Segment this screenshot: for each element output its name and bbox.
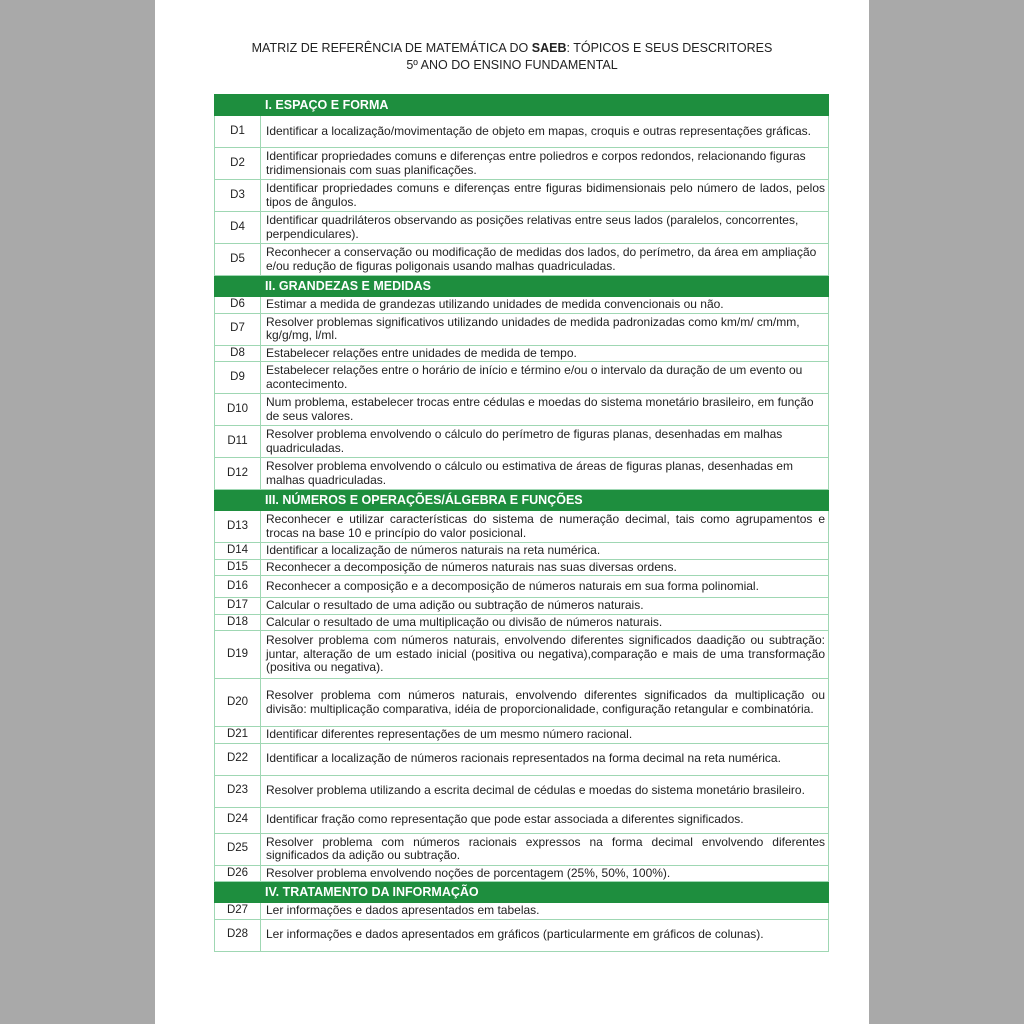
- descriptor-text: Estimar a medida de grandezas utilizando unidades de medida convencionais ou não.: [261, 297, 829, 314]
- descriptor-row: [215, 598, 829, 615]
- section-header: [215, 276, 829, 297]
- descriptor-row: [215, 919, 829, 951]
- descriptor-text: Resolver problema envolvendo o cálculo ou estimativa de áreas de figuras planas, desenhadas em malhas quadriculadas.: [261, 458, 829, 490]
- descriptor-row: [215, 180, 829, 212]
- descriptor-text: Calcular o resultado de uma multiplicação ou divisão de números naturais.: [261, 614, 829, 631]
- descriptor-code: D10: [215, 394, 261, 426]
- descriptor-code: D19: [215, 631, 261, 679]
- section-title: II. GRANDEZAS E MEDIDAS: [261, 276, 829, 297]
- descriptor-text: Estabelecer relações entre unidades de medida de tempo.: [261, 345, 829, 362]
- descriptor-text: Reconhecer e utilizar características do sistema de numeração decimal, tais como agrupamentos e trocas na base 10 e princípio do valor posicional.: [261, 511, 829, 543]
- descriptor-row: [215, 559, 829, 576]
- descriptor-code: D6: [215, 297, 261, 314]
- descriptor-text: Reconhecer a composição e a decomposição de números naturais em sua forma polinomial.: [261, 576, 829, 598]
- descriptor-code: D7: [215, 313, 261, 345]
- document-subtitle: 5º ANO DO ENSINO FUNDAMENTAL: [406, 58, 618, 72]
- descriptor-text: Resolver problema utilizando a escrita decimal de cédulas e moedas do sistema monetário brasileiro.: [261, 775, 829, 807]
- descriptor-row: [215, 775, 829, 807]
- descriptor-code: D16: [215, 576, 261, 598]
- descriptor-row: [215, 679, 829, 727]
- descriptor-code: D5: [215, 244, 261, 276]
- descriptor-text: Resolver problema envolvendo o cálculo do perímetro de figuras planas, desenhadas em malhas quadriculadas.: [261, 426, 829, 458]
- section-header: [215, 882, 829, 903]
- descriptor-text: Ler informações e dados apresentados em gráficos (particularmente em gráficos de colunas).: [261, 919, 829, 951]
- descriptor-row: [215, 576, 829, 598]
- descriptor-text: Identificar fração como representação que pode estar associada a diferentes significados.: [261, 807, 829, 833]
- descriptor-code: D2: [215, 148, 261, 180]
- descriptor-text: Calcular o resultado de uma adição ou subtração de números naturais.: [261, 598, 829, 615]
- descriptor-text: Identificar a localização de números racionais representados na forma decimal na reta numérica.: [261, 743, 829, 775]
- descriptor-code: D9: [215, 362, 261, 394]
- descriptor-text: Identificar quadriláteros observando as posições relativas entre seus lados (paralelos, concorrentes, perpendiculares).: [261, 212, 829, 244]
- descriptor-code: D4: [215, 212, 261, 244]
- descriptor-code: D22: [215, 743, 261, 775]
- descriptor-row: [215, 212, 829, 244]
- descriptor-row: [215, 426, 829, 458]
- descriptor-row: [215, 903, 829, 920]
- descriptor-code: D12: [215, 458, 261, 490]
- document-title: [155, 40, 869, 74]
- descriptor-row: [215, 865, 829, 882]
- section-header-blank: [215, 882, 261, 903]
- descriptor-code: D21: [215, 727, 261, 744]
- descriptor-code: D18: [215, 614, 261, 631]
- descriptor-row: [215, 458, 829, 490]
- section-title: I. ESPAÇO E FORMA: [261, 95, 829, 116]
- section-header: [215, 95, 829, 116]
- descriptor-text: Ler informações e dados apresentados em tabelas.: [261, 903, 829, 920]
- section-title: IV. TRATAMENTO DA INFORMAÇÃO: [261, 882, 829, 903]
- descriptor-row: [215, 345, 829, 362]
- descriptor-text: Reconhecer a conservação ou modificação de medidas dos lados, do perímetro, da área em ampliação e/ou redução de figuras poligonais usando malhas quadriculadas.: [261, 244, 829, 276]
- descriptor-code: D15: [215, 559, 261, 576]
- descriptor-code: D23: [215, 775, 261, 807]
- section-title: III. NÚMEROS E OPERAÇÕES/ÁLGEBRA E FUNÇÕES: [261, 490, 829, 511]
- descriptor-text: Identificar a localização de números naturais na reta numérica.: [261, 543, 829, 560]
- descriptor-row: [215, 362, 829, 394]
- descriptor-text: Identificar propriedades comuns e diferenças entre figuras bidimensionais pelo número de lados, pelos tipos de ângulos.: [261, 180, 829, 212]
- descriptor-text: Resolver problema com números naturais, envolvendo diferentes significados da multiplicação ou divisão: multiplicação comparativa, idéia de proporcionalidade, configuração retangular e combinatória.: [261, 679, 829, 727]
- descriptor-code: D17: [215, 598, 261, 615]
- descriptor-code: D26: [215, 865, 261, 882]
- descriptor-row: [215, 727, 829, 744]
- descriptor-text: Resolver problema com números racionais expressos na forma decimal envolvendo diferentes significados da adição ou subtração.: [261, 833, 829, 865]
- title-line: [155, 40, 869, 57]
- title-text: MATRIZ DE REFERÊNCIA DE MATEMÁTICA DO: [251, 41, 532, 55]
- title-bold-text: SAEB: [531, 41, 567, 55]
- descriptor-code: D11: [215, 426, 261, 458]
- descriptor-row: [215, 313, 829, 345]
- descriptor-row: [215, 394, 829, 426]
- descriptor-text: Resolver problema com números naturais, envolvendo diferentes significados daadição ou subtração: juntar, alteração de um estado inicial (positiva ou negativa),comparação e mais de uma transformação (positiva ou negativa).: [261, 631, 829, 679]
- descriptor-text: Resolver problema envolvendo noções de porcentagem (25%, 50%, 100%).: [261, 865, 829, 882]
- descriptor-row: [215, 511, 829, 543]
- descriptor-row: [215, 148, 829, 180]
- descriptor-text: Identificar a localização/movimentação de objeto em mapas, croquis e outras representações gráficas.: [261, 116, 829, 148]
- descriptor-row: [215, 116, 829, 148]
- descriptor-code: D14: [215, 543, 261, 560]
- descriptor-row: [215, 833, 829, 865]
- descriptor-row: [215, 743, 829, 775]
- descriptor-row: [215, 614, 829, 631]
- descriptor-row: [215, 297, 829, 314]
- document-page: [155, 0, 869, 1024]
- section-header-blank: [215, 276, 261, 297]
- descriptor-code: D8: [215, 345, 261, 362]
- section-header: [215, 490, 829, 511]
- descriptor-text: Reconhecer a decomposição de números naturais nas suas diversas ordens.: [261, 559, 829, 576]
- descriptor-text: Num problema, estabelecer trocas entre cédulas e moedas do sistema monetário brasileiro, em função de seus valores.: [261, 394, 829, 426]
- descriptor-text: Identificar propriedades comuns e diferenças entre poliedros e corpos redondos, relacionando figuras tridimensionais com suas planificações.: [261, 148, 829, 180]
- section-header-blank: [215, 95, 261, 116]
- descriptor-code: D13: [215, 511, 261, 543]
- section-header-blank: [215, 490, 261, 511]
- descriptor-row: [215, 244, 829, 276]
- descriptor-text: Resolver problemas significativos utilizando unidades de medida padronizadas como km/m/ cm/mm, kg/g/mg, l/ml.: [261, 313, 829, 345]
- descriptor-row: [215, 631, 829, 679]
- descriptor-code: D25: [215, 833, 261, 865]
- title-text-end: : TÓPICOS E SEUS DESCRITORES: [566, 41, 773, 55]
- descriptor-row: [215, 543, 829, 560]
- descriptor-table: [214, 94, 829, 952]
- descriptor-code: D28: [215, 919, 261, 951]
- descriptor-code: D3: [215, 180, 261, 212]
- descriptor-code: D24: [215, 807, 261, 833]
- descriptor-text: Estabelecer relações entre o horário de início e término e/ou o intervalo da duração de um evento ou acontecimento.: [261, 362, 829, 394]
- descriptor-code: D1: [215, 116, 261, 148]
- descriptor-code: D20: [215, 679, 261, 727]
- descriptor-row: [215, 807, 829, 833]
- descriptor-code: D27: [215, 903, 261, 920]
- descriptor-text: Identificar diferentes representações de um mesmo número racional.: [261, 727, 829, 744]
